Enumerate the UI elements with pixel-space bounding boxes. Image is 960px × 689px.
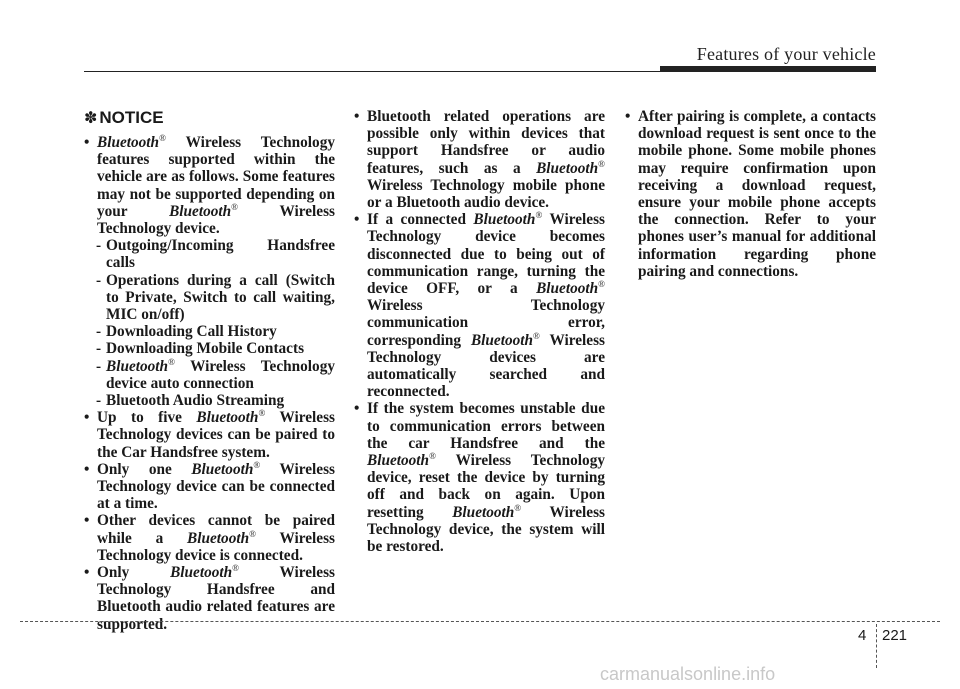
notice-star-icon: ✽ (84, 108, 98, 127)
notice-title: NOTICE (99, 108, 164, 127)
list-item: • Only Bluetooth® Wireless Technology Handsfree and Bluetooth audio related features are supported. (84, 564, 335, 633)
list-item: • Only one Bluetooth® Wireless Technology device can be connected at a time. (84, 461, 335, 513)
sub-item: - Downloading Call History (84, 323, 335, 340)
list-item: • Other devices cannot be paired while a Bluetooth® Wireless Technology device is connected. (84, 512, 335, 564)
sub-item: - Downloading Mobile Contacts (84, 340, 335, 357)
header-rule-bold (660, 66, 876, 72)
footer-rule (20, 621, 940, 622)
column-right (625, 108, 876, 280)
chapter-number: 4 (858, 627, 867, 644)
header-title: Features of your vehicle (696, 44, 876, 64)
list-item: • Bluetooth related operations are possible only within devices that support Handsfree or audio features, such as a Bluetooth® Wireless Technology mobile phone or a Bluetooth audio device. (354, 108, 605, 211)
list-item: • After pairing is complete, a contacts download request is sent once to the mobile phone. Some mobile phones may require confirmation upon receiving a download request, ensure your mobile phone accepts the connection. Refer to your phones user’s manual for additional information regarding phone pairing and connections. (625, 108, 876, 280)
list-item: • If a connected Bluetooth® Wireless Technology device becomes disconnected due to being out of communication range, turning the device OFF, or a Bluetooth® Wireless Technology communication error, corresponding Bluetooth® Wireless Technology devices are automatically searched and reconnected. (354, 211, 605, 400)
watermark: carmanualsonline.info (600, 664, 776, 684)
column-left (84, 108, 335, 633)
sub-item: - Bluetooth Audio Streaming (84, 392, 335, 409)
notice-heading (84, 108, 335, 128)
sub-item: - Bluetooth® Wireless Technology device auto connection (84, 358, 335, 392)
sub-item: - Outgoing/Incoming Handsfree calls (84, 237, 335, 271)
footer-divider (876, 624, 877, 668)
column-middle (354, 108, 605, 555)
header-rule (84, 71, 660, 72)
sub-item: - Operations during a call (Switch to Private, Switch to call waiting, MIC on/off) (84, 272, 335, 324)
list-item: • If the system becomes unstable due to communication errors between the car Handsfree and the Bluetooth® Wireless Technology device, reset the device by turning off and back on again. Upon resetting Bluetooth® Wireless Technology device, the system will be restored. (354, 400, 605, 555)
page-number: 221 (882, 627, 908, 644)
list-item: • Up to five Bluetooth® Wireless Technology devices can be paired to the Car Handsfree system. (84, 409, 335, 461)
list-item: • Bluetooth® Wireless Technology features supported within the vehicle are as follows. Some features may not be supported depending on your Bluetooth® Wireless Technology device. (84, 134, 335, 237)
